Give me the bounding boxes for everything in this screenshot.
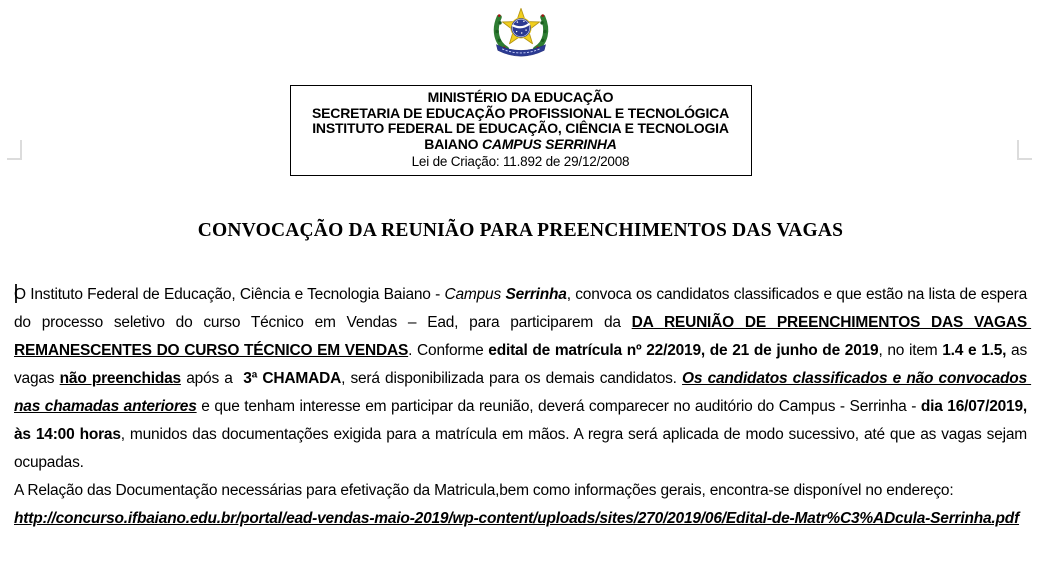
document-body (14, 281, 1036, 533)
letterhead-law: Lei de Criação: 11.892 de 29/12/2008 (411, 154, 630, 170)
text-run: DA REUNIÃO DE PREENCHIMENTOS DAS VAGAS REMANESCENTES DO CURSO TÉCNICO EM VENDAS (14, 314, 1032, 359)
text-run: , munidos das documentações exigida para a matrícula em mãos. A regra será aplicada de modo sucessivo, até que as vagas sejam ocupadas. (14, 426, 1032, 471)
text-boundary-mark-left (7, 140, 22, 160)
page-title: CONVOCAÇÃO DA REUNIÃO PARA PREENCHIMENTOS DAS VAGAS (197, 220, 844, 241)
text-run: e que tenham interesse em participar da reunião, deverá comparecer no auditório do Campus - Serrinha - (196, 398, 921, 415)
brazil-coat-of-arms-icon (484, 4, 558, 62)
text-run: , no item (878, 342, 943, 359)
text-run: , convoca os candidatos classificados e que estão na lista de espera do processo seletivo do curso Técnico em Vendas – Ead, para participarem da (14, 286, 1032, 331)
paragraph-link (14, 505, 1027, 533)
paragraph-main (14, 281, 1036, 477)
text-run: edital de matrícula nº 22/2019, de 21 de junho de 2019 (488, 342, 879, 359)
letterhead-box (290, 85, 752, 176)
text-run: Os candidatos classificados e não convocados nas chamadas anteriores (14, 370, 1032, 415)
text-boundary-mark-right (1017, 140, 1032, 160)
edital-pdf-link[interactable]: http://concurso.ifbaiano.edu.br/portal/ead-vendas-maio-2019/wp-content/uploads/sites/270/2019/06/Edital-de-Matr%C3%ADcula-Serrinha.pdf (14, 510, 1020, 527)
text-run: 3ª CHAMADA (243, 370, 342, 387)
text-run: . Conforme (408, 342, 489, 359)
letterhead-ministry: MINISTÉRIO DA EDUCAÇÃO (427, 89, 614, 105)
text-run: após a (180, 370, 244, 387)
text-run: O Instituto Federal de Educação, Ciência e Tecnologia Baiano - (14, 286, 445, 303)
letterhead-campus (293, 137, 749, 153)
text-run: Serrinha (505, 286, 567, 303)
text-run: dia 16/07/2019, às 14:00 horas (14, 398, 1036, 443)
text-run: BAIANO (424, 135, 483, 152)
letterhead-institute: INSTITUTO FEDERAL DE EDUCAÇÃO, CIÊNCIA E TECNOLOGIA (312, 120, 729, 137)
letterhead-secretariat: SECRETARIA DE EDUCAÇÃO PROFISSIONAL E TECNOLÓGICA (312, 104, 729, 121)
text-run: 1.4 e 1.5, (942, 342, 1007, 359)
text-run: , será disponibilizada para os demais candidatos. (341, 370, 683, 387)
text-run: não preenchidas (59, 370, 181, 387)
text-run: Campus (444, 286, 506, 303)
text-run: CAMPUS SERRINHA (482, 135, 617, 152)
paragraph-info: A Relação das Documentação necessárias para efetivação da Matricula,bem como informações gerais, encontra-se disponível no endereço: (14, 482, 954, 499)
text-run: as vagas (14, 342, 1032, 387)
